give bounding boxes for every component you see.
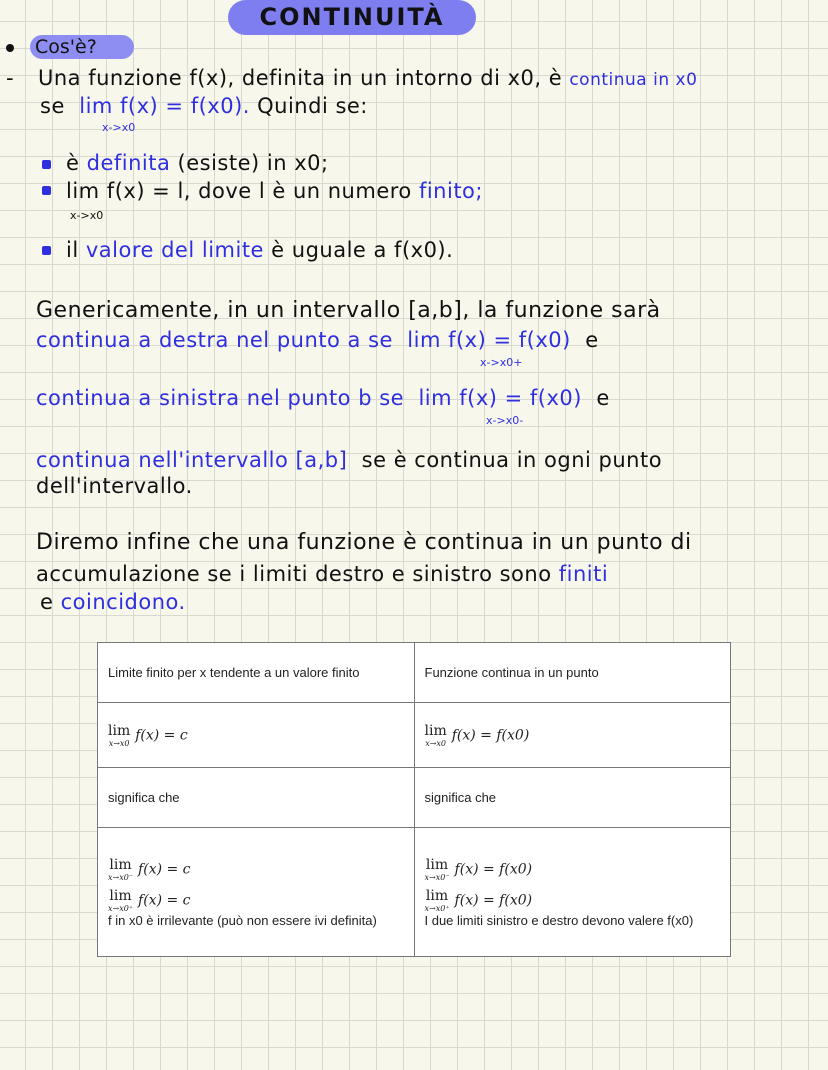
expression: f(x) = c [135, 727, 188, 743]
limit-subscript: x→x0⁺ [108, 903, 134, 913]
bullet-icon [6, 44, 14, 52]
limit-right [108, 888, 404, 913]
limit-expression: lim f(x) = f(x0) [418, 386, 582, 410]
limit-subscript: x->x0 [70, 209, 104, 222]
text: se [40, 94, 65, 118]
limit-subscript: x→x0 [108, 738, 130, 748]
conclusion-line2 [36, 562, 608, 586]
table-cell [414, 828, 731, 957]
comparison-table [97, 642, 731, 957]
limit-subscript: x→x0⁺ [424, 903, 450, 913]
condition-3 [66, 238, 453, 262]
lim-text: lim [425, 856, 449, 873]
text: se è continua in ogni punto [361, 448, 663, 472]
text-highlight: valore del limite [85, 238, 264, 262]
text-highlight: definita [86, 151, 171, 175]
text: (esiste) in x0; [177, 151, 329, 175]
text: lim f(x) = l, dove l è un numero [66, 179, 412, 203]
text-highlight: continua in x0 [569, 70, 698, 90]
text: Una funzione f(x), definita in un intorno di x0, è [38, 66, 563, 90]
lim-text: lim [108, 722, 131, 739]
condition-2 [66, 179, 483, 203]
table-cell: significa che [414, 768, 731, 828]
table-header: Funzione continua in un punto [414, 643, 731, 703]
cell-note: f in x0 è irrilevante (può non essere ivi definita) [108, 912, 377, 928]
table-header: Limite finito per x tendente a un valore finito [98, 643, 415, 703]
table-row [98, 768, 731, 828]
intro-line2 [40, 94, 368, 118]
text-highlight: finiti [558, 562, 609, 586]
question-highlight: Cos'è? [30, 35, 134, 59]
expression: f(x) = f(x0) [454, 861, 533, 877]
conclusion-line1: Diremo infine che una funzione è continua in un punto di [36, 530, 692, 555]
condition-1 [66, 151, 329, 175]
expression: f(x) = c [138, 892, 191, 908]
bullet-icon [42, 160, 51, 169]
lim-text: lim [425, 887, 449, 904]
table-cell [414, 703, 731, 768]
dash-icon: - [6, 66, 15, 90]
table-header-row [98, 643, 731, 703]
lim-text: lim [424, 722, 447, 739]
generic-line3 [36, 386, 610, 410]
text: e [40, 590, 54, 614]
page-title: CONTINUITÀ [228, 0, 476, 35]
text: è uguale a f(x0). [271, 238, 454, 262]
table-row [98, 828, 731, 957]
text-highlight: continua nell'intervallo [a,b] [36, 448, 348, 472]
text-highlight: finito; [418, 179, 483, 203]
text: è [66, 151, 80, 175]
text: Quindi se: [257, 94, 368, 118]
table-cell [98, 828, 415, 957]
limit-expression: lim f(x) = f(x0). [79, 94, 250, 118]
text: il [66, 238, 79, 262]
intro-line1 [38, 66, 697, 90]
table-row [98, 703, 731, 768]
lim-text: lim [109, 856, 132, 873]
limit-subscript: x→x0⁻ [108, 872, 134, 882]
expression: f(x) = c [138, 861, 191, 877]
table-cell [98, 703, 415, 768]
generic-line4 [36, 448, 662, 472]
limit-subscript: x->x0 [102, 121, 136, 134]
lim-text: lim [109, 887, 132, 904]
limit-subscript: x→x0 [425, 738, 447, 748]
limit-left [425, 857, 721, 882]
limit [425, 723, 447, 748]
limit-right [425, 888, 721, 913]
expression: f(x) = f(x0) [454, 892, 533, 908]
limit-subscript: x→x0⁻ [424, 872, 450, 882]
limit [108, 723, 130, 748]
cell-note: I due limiti sinistro e destro devono valere f(x0) [424, 912, 694, 928]
text-highlight: continua a destra nel punto a se [36, 328, 393, 352]
limit-expression: lim f(x) = f(x0) [407, 328, 571, 352]
table-cell: significa che [98, 768, 415, 828]
bullet-icon [42, 246, 51, 255]
text-highlight: coincidono. [60, 590, 186, 614]
text-highlight: continua a sinistra nel punto b se [36, 386, 405, 410]
limit-left [108, 857, 404, 882]
limit-subscript: x->x0+ [480, 356, 523, 369]
text: accumulazione se i limiti destro e sinistro sono [36, 562, 552, 586]
bullet-icon [42, 186, 51, 195]
generic-line1: Genericamente, in un intervallo [a,b], la funzione sarà [36, 298, 661, 323]
conclusion-line3 [40, 590, 186, 614]
text: e [585, 328, 599, 352]
limit-subscript: x->x0- [486, 414, 524, 427]
expression: f(x) = f(x0) [451, 727, 530, 743]
text: e [596, 386, 610, 410]
generic-line5: dell'intervallo. [36, 474, 193, 498]
generic-line2 [36, 328, 599, 352]
